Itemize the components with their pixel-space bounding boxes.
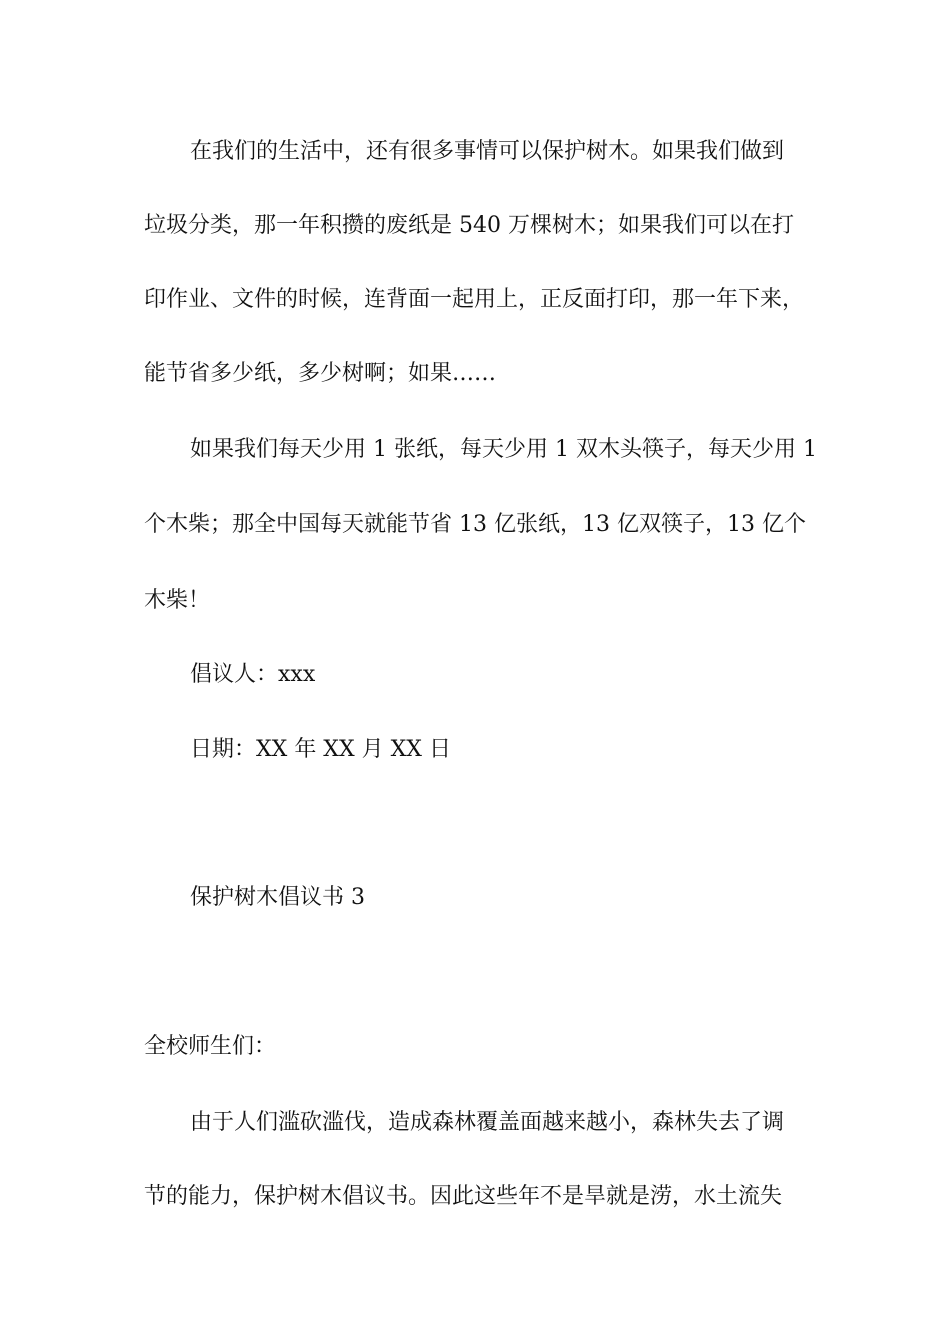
paragraph-2-line-1: 如果我们每天少用 1 张纸，每天少用 1 双木头筷子，每天少用 1	[190, 437, 817, 462]
paragraph-2-line-3: 木柴！	[144, 588, 211, 613]
date-line: 日期：XX 年 XX 月 XX 日	[190, 737, 451, 762]
proposer-line: 倡议人：xxx	[190, 662, 316, 687]
paragraph-2-line-2: 个木柴；那全中国每天就能节省 13 亿张纸，13 亿双筷子，13 亿个	[144, 512, 806, 537]
section-title: 保护树木倡议书 3	[190, 885, 365, 910]
paragraph-3-line-1: 由于人们滥砍滥伐，造成森林覆盖面越来越小，森林失去了调	[190, 1110, 785, 1135]
salutation: 全校师生们：	[144, 1034, 277, 1059]
paragraph-1-line-3: 印作业、文件的时候，连背面一起用上，正反面打印，那一年下来，	[144, 287, 805, 312]
paragraph-1-line-2: 垃圾分类，那一年积攒的废纸是 540 万棵树木；如果我们可以在打	[144, 213, 794, 238]
paragraph-3-line-2: 节的能力，保护树木倡议书。因此这些年不是旱就是涝，水土流失	[144, 1184, 783, 1209]
paragraph-1-line-4: 能节省多少纸，多少树啊；如果……	[144, 361, 497, 386]
paragraph-1-line-1: 在我们的生活中，还有很多事情可以保护树木。如果我们做到	[190, 139, 785, 164]
